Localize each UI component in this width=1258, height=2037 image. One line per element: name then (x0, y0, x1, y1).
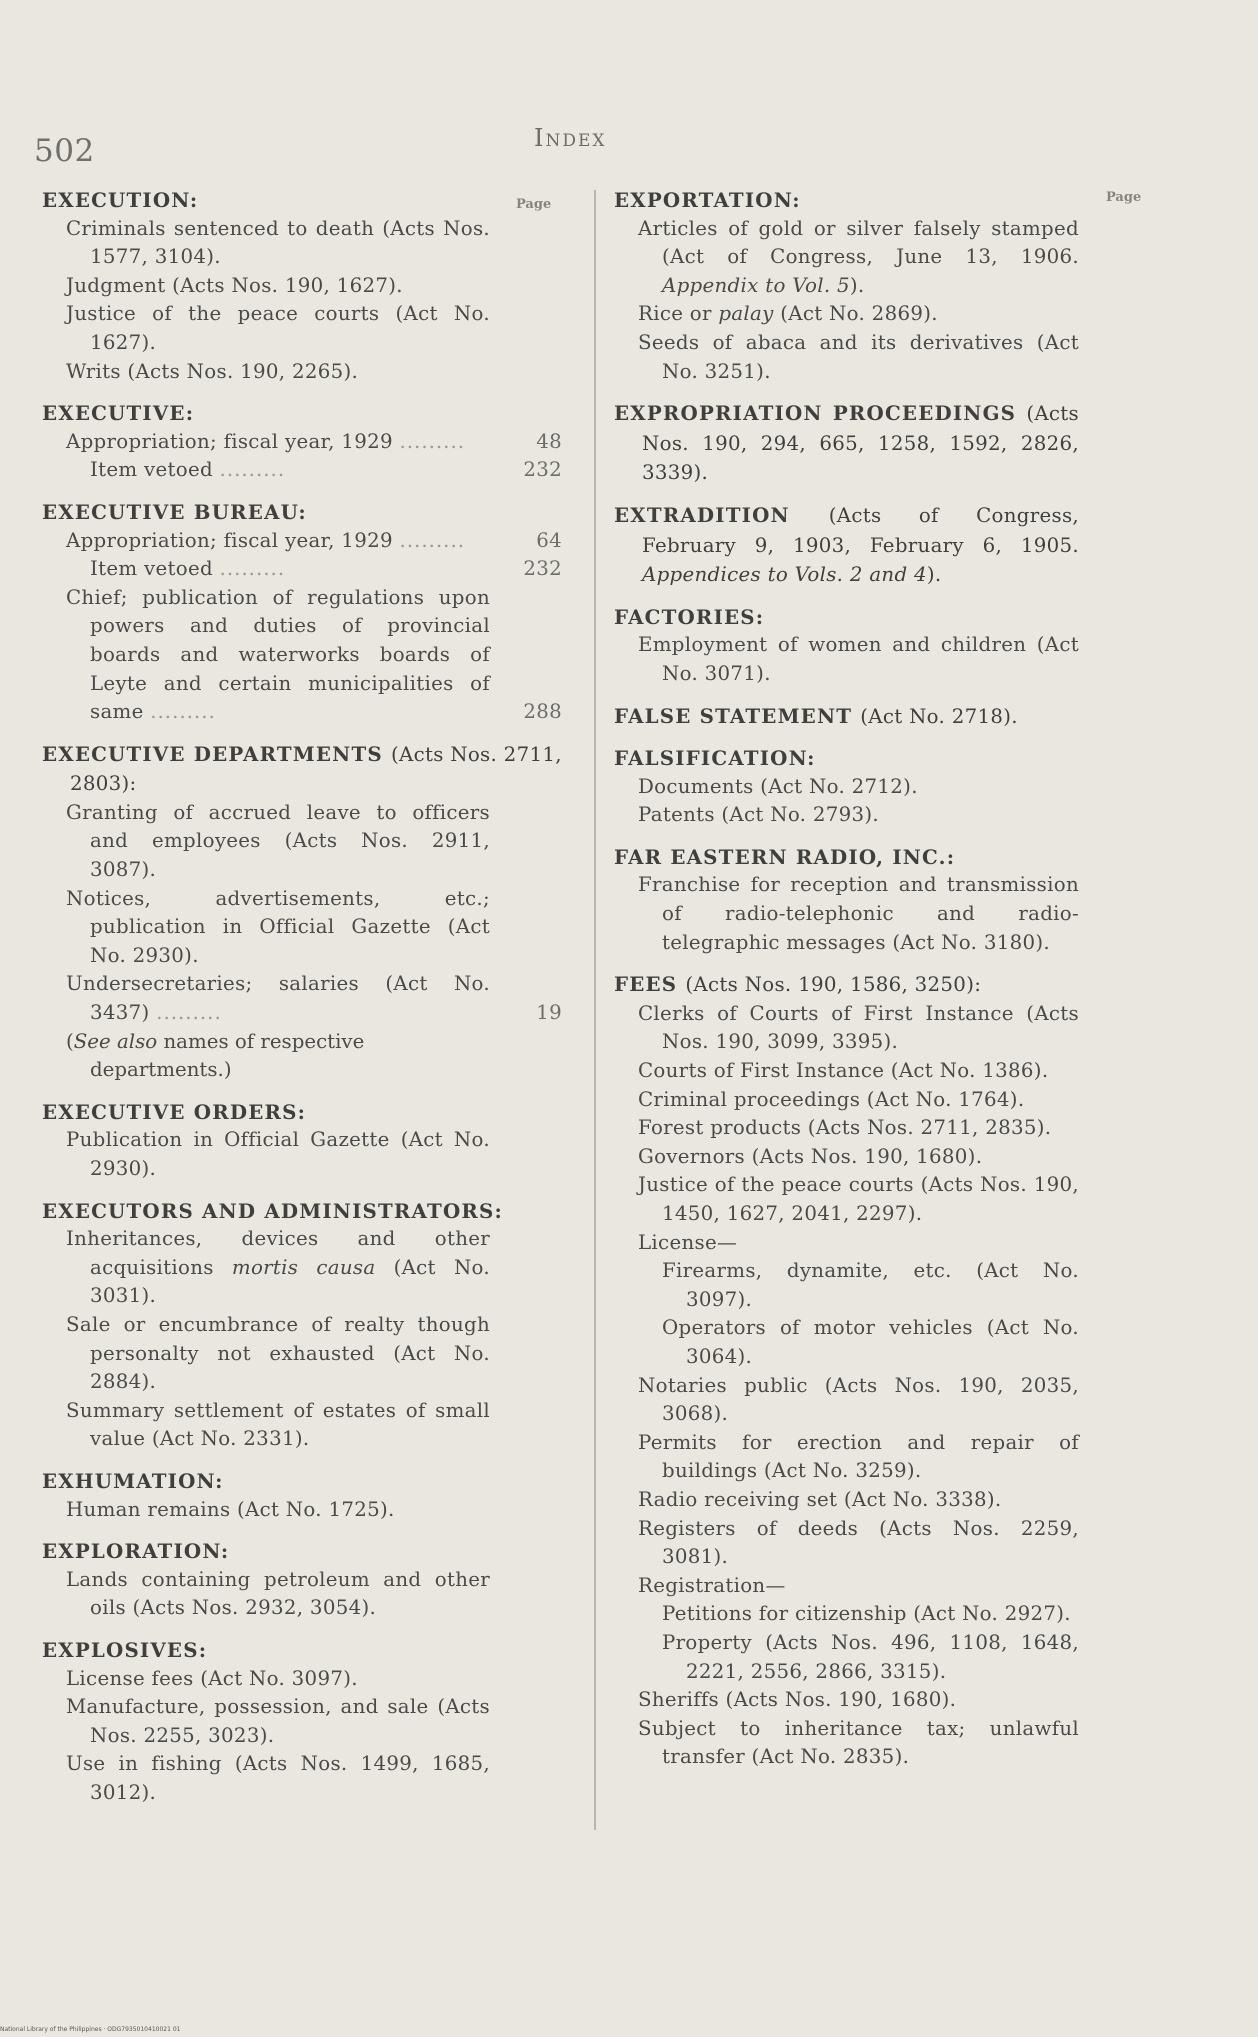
heading-term: EXPLORATION: (42, 1539, 230, 1564)
index-item (614, 1429, 1079, 1486)
index-entry (614, 399, 1079, 488)
item-text: Permits for erection and repair of buildings (Act No. 3259). (638, 1430, 1079, 1483)
item-text: Notaries public (Acts Nos. 190, 2035, 3068). (638, 1373, 1079, 1426)
item-text: Chief; publication of regulations upon powers and duties of provincial boards and waterworks boards of Leyte and certain municipalities of same (66, 585, 490, 724)
item-text: Forest products (Acts Nos. 2711, 2835). (638, 1116, 1052, 1140)
item-text: Notices, advertisements, etc.; publication in Official Gazette (Act No. 2930). (66, 886, 490, 967)
item-text: Undersecretaries; salaries (Act No. 3437) (66, 972, 490, 1025)
index-item (614, 1000, 1079, 1057)
index-heading (42, 1636, 562, 1665)
index-item (42, 584, 562, 727)
item-text: Governors (Acts Nos. 190, 1680). (638, 1144, 983, 1168)
index-entry (42, 186, 562, 386)
item-text: Summary settlement of estates of small value (Act No. 2331). (66, 1398, 490, 1451)
index-item (42, 456, 562, 485)
index-entry (614, 186, 1079, 386)
page-number: 502 (34, 133, 95, 169)
index-item (42, 1693, 490, 1750)
index-heading (42, 399, 562, 428)
column-divider (594, 190, 596, 1830)
footer-strip: National Library of the Philippines · ODG7935010410021 01 (0, 2026, 181, 2033)
item-text: Franchise for reception and transmission of radio-telephonic and radio-telegraphic messages (Act No. 3180). (638, 873, 1079, 954)
index-item: Articles of gold or silver falsely stamped (Act of Congress, June 13, 1906. Appendix to Vol. 5). (638, 216, 1079, 297)
index-heading (614, 186, 1079, 215)
index-item (42, 300, 490, 357)
heading-term: EXPROPRIATION PROCEEDINGS (614, 401, 1017, 426)
index-item (614, 871, 1079, 957)
index-item (42, 428, 562, 457)
item-text: Clerks of Courts of First Instance (Acts Nos. 190, 3099, 3395). (638, 1001, 1079, 1054)
index-heading (42, 1098, 562, 1127)
item-text: Patents (Act No. 2793). (638, 803, 880, 827)
page-reference: 232 (523, 557, 562, 581)
item-text: Property (Acts Nos. 496, 1108, 1648, 2221, 2556, 2866, 3315). (662, 1630, 1079, 1683)
item-text: Justice of the peace courts (Act No. 1627). (66, 302, 490, 354)
index-heading (42, 740, 562, 799)
heading-term: FEES (614, 972, 678, 997)
page-reference: 64 (536, 528, 562, 552)
index-item (42, 1311, 490, 1397)
item-text: Registers of deeds (Acts Nos. 2259, 3081). (638, 1516, 1079, 1569)
index-entry (614, 603, 1079, 689)
running-head: Index (534, 124, 607, 152)
index-item (614, 1372, 1079, 1429)
index-item (42, 272, 490, 301)
item-text: Registration— (638, 1573, 786, 1597)
index-entry (42, 498, 562, 727)
item-text: Radio receiving set (Act No. 3338). (638, 1487, 1002, 1511)
item-text: License— (638, 1230, 738, 1254)
heading-term: EXTRADITION (614, 502, 790, 527)
leader-dots: ......... (150, 700, 216, 724)
heading-reference: (Acts Nos. 2711, 2803): (70, 742, 562, 796)
index-item: Rice or palay (Act No. 2869). (638, 302, 938, 326)
item-text: Seeds of abaca and its derivatives (Act No. 3251). (638, 330, 1079, 383)
index-item (42, 358, 490, 387)
index-heading (42, 1537, 562, 1566)
index-item (42, 215, 490, 272)
index-entry (42, 1098, 562, 1184)
index-entry (42, 1636, 562, 1808)
heading-term: EXECUTION: (42, 188, 199, 212)
heading-term: EXECUTIVE DEPARTMENTS (42, 741, 383, 766)
item-text: Publication in Official Gazette (Act No. 2930). (66, 1128, 490, 1180)
heading-term: FACTORIES: (614, 604, 765, 629)
item-text: Subject to inheritance tax; unlawful transfer (Act No. 2835). (638, 1716, 1079, 1769)
item-text: Appropriation; fiscal year, 1929 (66, 429, 393, 453)
item-text: Firearms, dynamite, etc. (Act No. 3097). (662, 1259, 1079, 1311)
heading-term: FALSIFICATION: (614, 746, 816, 771)
index-item (614, 1629, 1079, 1686)
item-text: Appropriation; fiscal year, 1929 (66, 528, 393, 552)
index-entry (42, 740, 562, 1085)
item-text: Item vetoed (90, 557, 213, 581)
index-item (614, 1143, 1079, 1172)
index-entry (42, 1537, 562, 1623)
item-text: Criminal proceedings (Act No. 1764). (638, 1087, 1025, 1111)
page-reference: 232 (523, 458, 562, 482)
index-item (42, 799, 490, 885)
index-item (614, 1515, 1079, 1572)
item-text: Granting of accrued leave to officers and employees (Acts Nos. 2911, 3087). (66, 800, 490, 882)
item-text: Manufacture, possession, and sale (Acts Nos. 2255, 3023). (66, 1695, 490, 1747)
index-heading (42, 186, 562, 215)
item-text: Justice of the peace courts (Acts Nos. 190, 1450, 1627, 2041, 2297). (638, 1173, 1079, 1225)
item-text: Petitions for citizenship (Act No. 2927). (662, 1602, 1071, 1626)
heading-term: EXECUTIVE ORDERS: (42, 1099, 307, 1124)
index-entry (614, 501, 1079, 590)
index-entry (42, 399, 562, 485)
index-heading (614, 603, 1079, 632)
page-reference: 288 (523, 700, 562, 724)
heading-reference: (Acts Nos. 190, 1586, 3250): (685, 973, 982, 997)
index-item (614, 1314, 1079, 1371)
index-heading (614, 744, 1079, 773)
page-column-label-right: Page (1106, 190, 1142, 205)
heading-term: EXECUTIVE: (42, 401, 195, 426)
item-text: Criminals sentenced to death (Acts Nos. 1577, 3104). (66, 216, 490, 269)
page-reference: 19 (536, 1001, 562, 1025)
index-entry (614, 970, 1079, 1772)
index-item (614, 1114, 1079, 1143)
index-item (42, 885, 490, 971)
leader-dots: ......... (219, 458, 286, 482)
index-item (614, 1057, 1079, 1086)
index-entry (42, 1197, 562, 1454)
item-italic-text: mortis causa (231, 1255, 376, 1279)
index-item (614, 1171, 1079, 1228)
index-item (614, 1686, 1079, 1715)
index-item (42, 1496, 490, 1525)
index-heading (614, 970, 1079, 1000)
leader-dots: ......... (219, 557, 286, 581)
leader-dots: ......... (399, 429, 466, 453)
index-item (614, 1257, 1079, 1314)
right-column (614, 186, 1079, 1772)
leader-dots: ......... (399, 528, 466, 552)
index-item (614, 1086, 1079, 1115)
item-text: Lands containing petroleum and other oils (Acts Nos. 2932, 3054). (66, 1567, 490, 1620)
index-heading (614, 843, 1079, 872)
index-heading (42, 498, 562, 527)
see-also-note: (See also names of respective departments.) (66, 1029, 365, 1082)
index-item (614, 1715, 1079, 1772)
index-heading (614, 702, 1079, 732)
index-item (614, 801, 1079, 830)
index-entry (614, 843, 1079, 957)
item-text: Judgment (Acts Nos. 190, 1627). (66, 273, 403, 297)
item-text: Sheriffs (Acts Nos. 190, 1680). (638, 1688, 957, 1712)
item-italic-text: Appendix to Vol. 5 (662, 273, 850, 297)
index-item (614, 1229, 1079, 1258)
item-text: Use in fishing (Acts Nos. 1499, 1685, 3012). (66, 1752, 490, 1804)
index-item (614, 1600, 1079, 1629)
index-item: Inheritances, devices and other acquisitions mortis causa (Act No. 3031). (66, 1227, 490, 1308)
heading-term: FALSE STATEMENT (614, 703, 853, 728)
heading-reference: (Act No. 2718). (860, 704, 1018, 728)
index-item (42, 1566, 490, 1623)
index-item (42, 1397, 490, 1454)
heading-term: EXPORTATION: (614, 188, 801, 212)
heading-term: EXPLOSIVES: (42, 1637, 208, 1662)
index-item (614, 1572, 1079, 1601)
heading-term: EXECUTORS AND ADMINISTRATORS: (42, 1198, 504, 1223)
index-item (614, 329, 1079, 386)
item-text: Human remains (Act No. 1725). (66, 1497, 395, 1521)
item-text: License fees (Act No. 3097). (66, 1666, 358, 1690)
item-text: Courts of First Instance (Act No. 1386). (638, 1059, 1049, 1083)
heading-reference: (Acts of Congress, February 9, 1903, February 6, 1905. Appendices to Vols. 2 and 4). (642, 503, 1079, 587)
page-reference: 48 (536, 429, 562, 453)
index-item (42, 527, 562, 556)
index-item (614, 773, 1079, 802)
index-item (614, 1486, 1079, 1515)
index-heading (614, 399, 1079, 488)
index-heading (42, 1467, 562, 1496)
page-column-label-left: Page (516, 197, 552, 212)
item-text: Documents (Act No. 2712). (638, 774, 918, 798)
index-entry (614, 702, 1079, 732)
heading-term: EXHUMATION: (42, 1468, 224, 1493)
index-item (42, 1665, 490, 1694)
index-item (42, 555, 562, 584)
item-text: Item vetoed (90, 458, 213, 482)
heading-reference: (Acts Nos. 190, 294, 665, 1258, 1592, 2826, 3339). (642, 402, 1079, 485)
index-item (614, 631, 1079, 688)
item-text: Writs (Acts Nos. 190, 2265). (66, 359, 359, 383)
item-text: Employment of women and children (Act No. 3071). (638, 633, 1079, 685)
leader-dots: ......... (156, 1001, 222, 1025)
index-heading (42, 1197, 562, 1226)
item-text: Sale or encumbrance of realty though personalty not exhausted (Act No. 2884). (66, 1312, 490, 1394)
item-text: Operators of motor vehicles (Act No. 3064). (662, 1316, 1079, 1368)
item-italic-text: palay (718, 302, 774, 326)
index-heading (614, 501, 1079, 590)
index-item (42, 970, 562, 1027)
index-item (42, 1750, 490, 1807)
index-item (42, 1126, 490, 1183)
index-entry (42, 1467, 562, 1524)
left-column (42, 186, 562, 1807)
index-entry (614, 744, 1079, 830)
heading-term: EXECUTIVE BUREAU: (42, 499, 307, 524)
heading-term: FAR EASTERN RADIO, INC.: (614, 844, 956, 869)
